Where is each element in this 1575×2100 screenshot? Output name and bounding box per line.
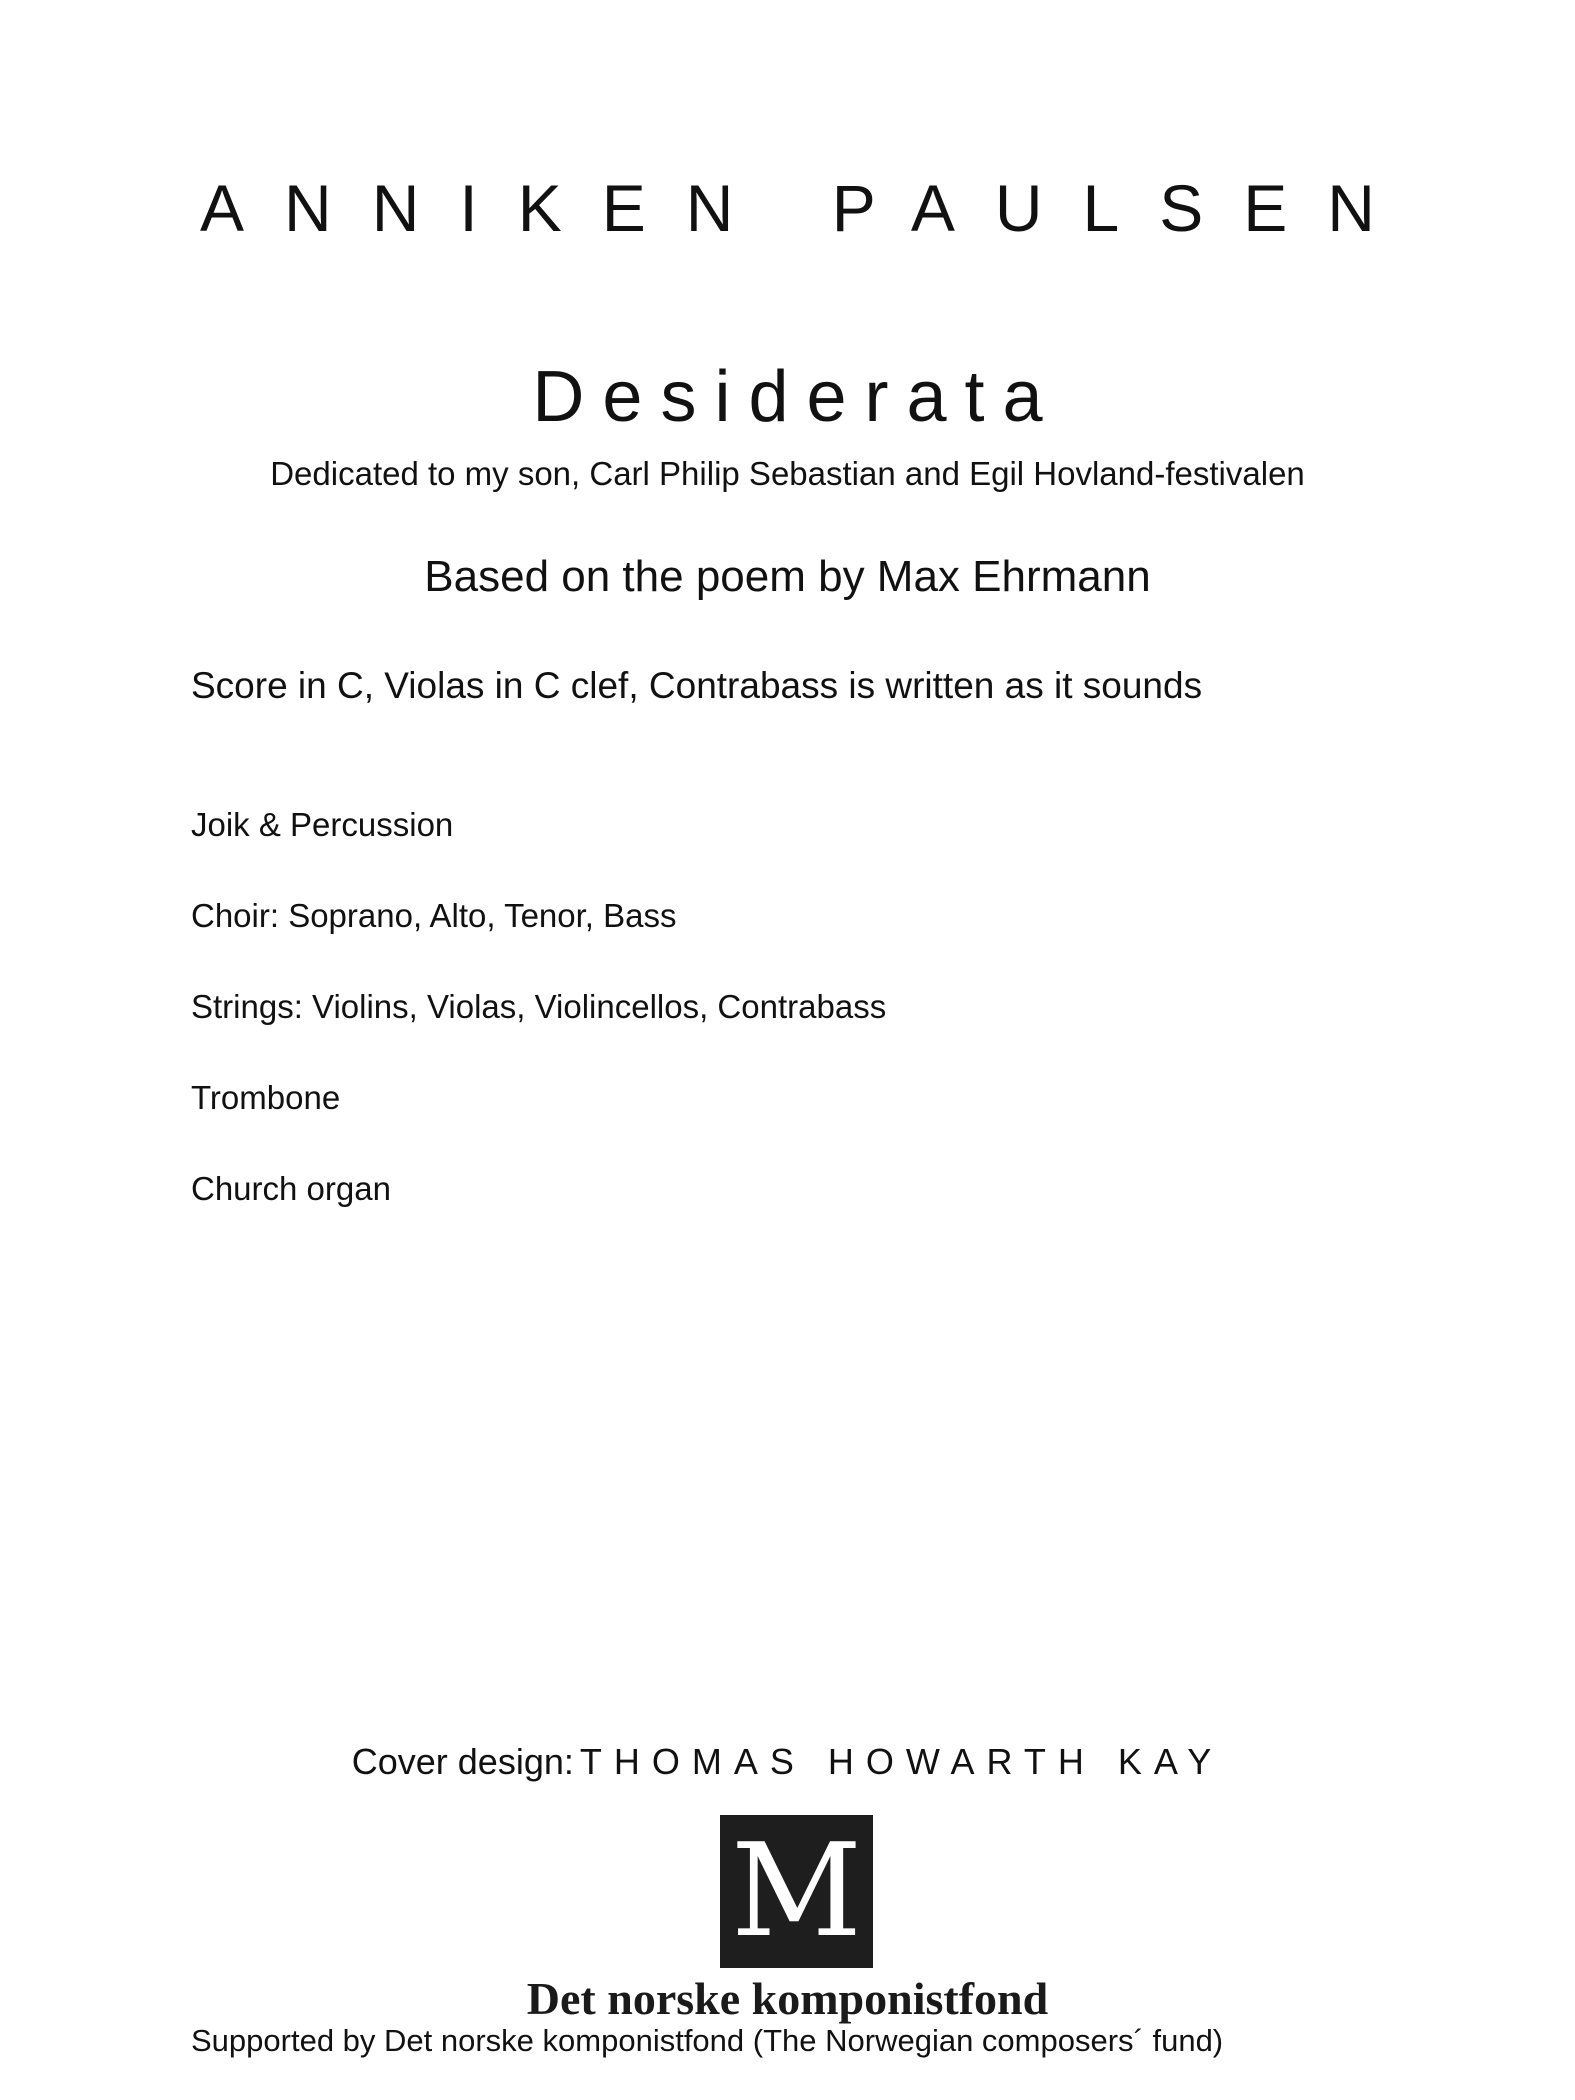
cover-design-credit: [0, 1741, 1575, 1783]
instrumentation-item: Strings: Violins, Violas, Violincellos, Contrabass: [191, 988, 887, 1025]
instrumentation-item: Choir: Soprano, Alto, Tenor, Bass: [191, 897, 677, 934]
logo-wordmark: Det norske komponistfond: [526, 1973, 1049, 2024]
cover-designer-name: THOMAS HOWARTH KAY: [579, 1741, 1224, 1782]
komponistfond-logo-icon: [720, 1815, 873, 1968]
based-on-line: Based on the poem by Max Ehrmann: [424, 552, 1151, 601]
instrumentation-list: [191, 805, 886, 1260]
work-title: Desiderata: [532, 357, 1061, 437]
composer-name: ANNIKEN PAULSEN: [200, 171, 1415, 245]
score-note: Score in C, Violas in C clef, Contrabass is written as it sounds: [191, 665, 1203, 706]
instrumentation-item: Joik & Percussion: [191, 806, 454, 843]
instrumentation-item: Church organ: [191, 1170, 391, 1207]
cover-design-label: Cover design:: [351, 1741, 574, 1782]
instrumentation-item: Trombone: [191, 1079, 341, 1116]
logo-letter: M: [730, 1817, 863, 1966]
dedication-line: Dedicated to my son, Carl Philip Sebastian and Egil Hovland-festivalen: [270, 455, 1305, 492]
support-credit: Supported by Det norske komponistfond (The Norwegian composers´ fund): [191, 2023, 1224, 2058]
